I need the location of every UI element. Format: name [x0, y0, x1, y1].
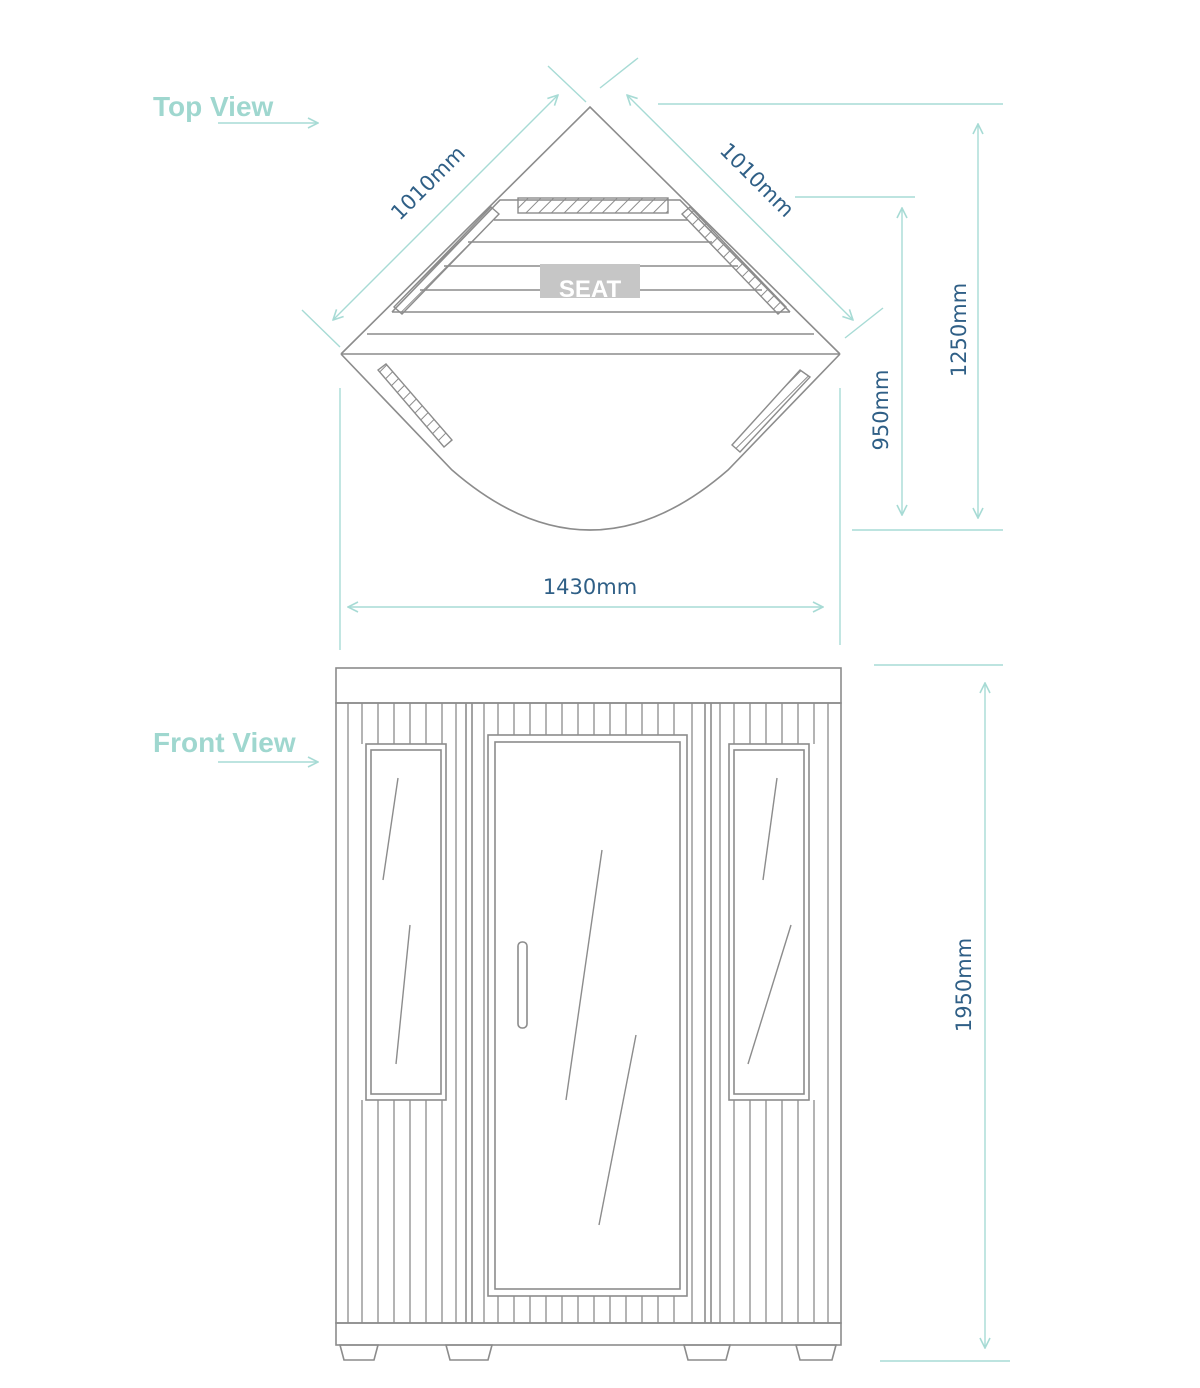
extension-right-lower — [845, 308, 883, 338]
front-view-label: Front View — [153, 727, 296, 758]
front-view-top-cap — [336, 668, 841, 703]
front-view-base — [336, 1323, 841, 1345]
dim-label-left-diagonal: 1010mm — [386, 141, 470, 225]
seat-label: SEAT — [558, 276, 622, 303]
dim-label-right-diagonal: 1010mm — [715, 138, 799, 222]
top-view-curved-front — [341, 354, 840, 530]
heater-panel-back-left — [394, 207, 499, 314]
front-foot-2 — [446, 1345, 492, 1360]
door-glass — [495, 742, 680, 1289]
front-view-body — [336, 703, 841, 1323]
dim-label-width: 1430mm — [542, 575, 638, 599]
heater-panel-back — [518, 198, 668, 213]
heater-panel-front-right — [732, 370, 810, 452]
heater-panel-back-right — [682, 207, 786, 314]
dim-label-depth-total: 1250mm — [947, 282, 971, 378]
door-handle[interactable] — [518, 942, 527, 1028]
front-view-label-group — [153, 727, 318, 762]
front-foot-1 — [340, 1345, 378, 1360]
front-view-slats — [348, 703, 828, 1323]
front-view-dimensions — [874, 665, 1010, 1361]
dim-label-depth-inner: 950mm — [869, 369, 893, 451]
side-window-left-frame — [366, 744, 446, 1100]
side-window-right-frame — [729, 744, 809, 1100]
top-view-label-group — [153, 91, 318, 123]
front-foot-3 — [684, 1345, 730, 1360]
side-window-left-glass — [371, 750, 441, 1094]
front-foot-4 — [796, 1345, 836, 1360]
top-view-outer-walls — [341, 107, 840, 354]
front-view-drawing — [336, 668, 841, 1360]
dim-label-height: 1950mm — [952, 937, 976, 1033]
heater-panel-front-left — [378, 364, 452, 447]
extension-right-upper — [600, 58, 638, 88]
side-window-right-glass — [734, 750, 804, 1094]
extension-left-upper — [548, 66, 586, 102]
top-view-label: Top View — [153, 91, 274, 122]
extension-left-lower — [302, 310, 340, 347]
